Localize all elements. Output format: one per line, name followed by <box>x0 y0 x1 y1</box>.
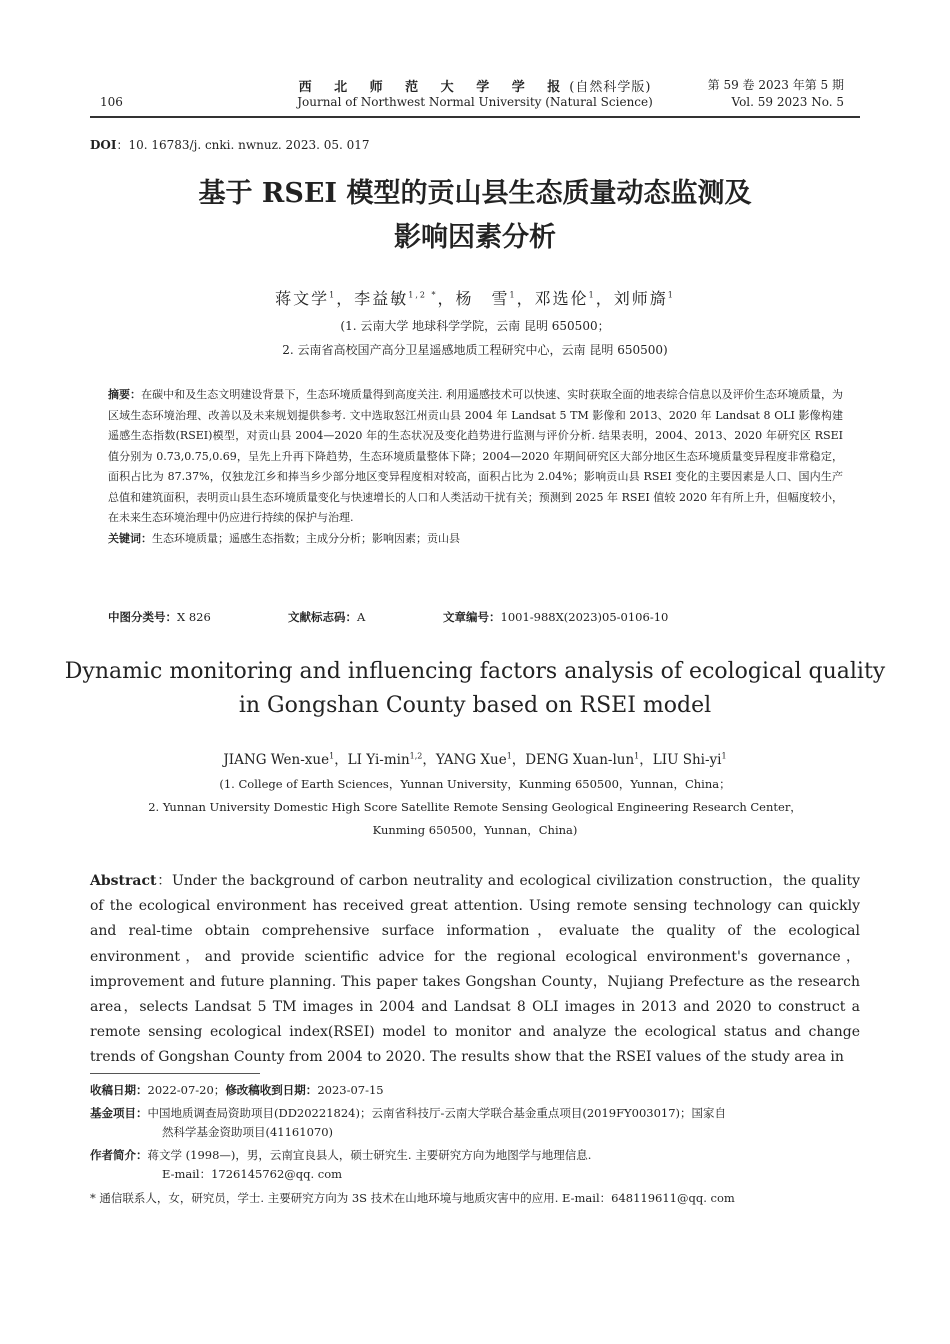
affiliation-en-3: Kunming 650500，Yunnan，China) <box>372 823 578 837</box>
abstract-cn: 摘要：在碳中和及生态文明建设背景下，生态环境质量得到高度关注. 利用遥感技术可以快速、实时获取全面的地表综合信息以及评价生态环境质量，为区域生态环境治理、改善以及未来规划提供参考. 文中选取怒江州贡山县 2004 年 Landsat 5 TM 影像和 2013、2020 年 Landsat 8 OLI 影像构建遥感生态指数(RSEI)模型，对贡山县 2004—2020 年的生态状况及变化趋势进行监测与评价分析. 结果表明，2004、2013、2020 年研究区 RSEI 值分别为 0.73,0.75,0.69，呈先上升再下降趋势，生态环境质量整体下降；2004—2020 年期间研究区大部分地区生态环境质量变异程度非常稳定，面积占比为 87.37%，仅独龙江乡和捧当乡少部分地区变异程度相对较高，面积占比为 2.04%；影响贡山县 RSEI 变化的主要因素是人口、国内生产总值和建筑面积，表明贡山县生态环境质量变化与快速增长的人口和人类活动干扰有关；预测到 2025 年 RSEI 值较 2020 年有所上升，但幅度较小，在未来生态环境治理中仍应进行持续的保护与治理. 关键词：生态环境质量；遥感生态指数；主成分分析；影响因素；贡山县 <box>108 388 843 545</box>
doi-value[interactable]: ：10. 16783/j. cnki. nwnuz. 2023. 05. 017 <box>116 138 370 152</box>
footnote-dates: 收稿日期：2022-07-20；修改稿收到日期：2023-07-15 <box>90 1083 384 1097</box>
abstract-en: Abstract：Under the background of carbon neutrality and ecological civilization construction，the quality of the ecological environment has received great attention. Using remote sensing technology can quickly and real-time obtain comprehensive surface information，evaluate the quality of the ecological environment，and provide scientific advice for the regional ecological environment's governance，improvement and future planning. This paper takes Gongshan County，Nujiang Prefecture as the research area，selects Landsat 5 TM images in 2004 and Landsat 8 OLI images in 2013 and 2020 to construct a remote sensing ecological index(RSEI) model to monitor and analyze the ecological status and change trends of Gongshan County from 2004 to 2020. The results show that the RSEI values of the study area in <box>90 873 860 1066</box>
page-number: 106 <box>100 95 123 109</box>
volume-issue-cn: 第 59 卷 2023 年第 5 期 <box>707 78 844 92</box>
doi: DOI：10. 16783/j. cnki. nwnuz. 2023. 05. 017 <box>90 138 370 152</box>
keywords-label: 关键词： <box>108 531 152 545</box>
footnote-author-bio: 作者简介：蒋文学 (1998—)，男，云南宜良县人，硕士研究生. 主要研究方向为地图学与地理信息. E-mail：1726145762@qq. com <box>90 1146 860 1184</box>
authors-en: JIANG Wen-xue$^1$，LI $Yi-\min^{1,2}$，YANG Xue$^1$，DENG Xuan-lun$^1$，LIU Shi-$yi^1$ <box>223 751 727 768</box>
journal-name-en: Journal of Northwest Normal University (Natural Science) <box>297 95 653 109</box>
affiliation-en-1: (1. College of Earth Sciences，Yunnan University，Kunming 650500，Yunnan，China； <box>219 777 731 791</box>
header-rule <box>90 116 860 118</box>
affiliation-cn-2: 2. 云南省高校国产高分卫星遥感地质工程研究中心，云南 昆明 650500) <box>282 343 668 357</box>
authors-cn: 蒋文学$^1$，李益敏$^{1,2 *}$，杨 雪$^1$，邓选伦$^1$，刘师旖$^1$ <box>275 289 675 308</box>
volume-issue-en: Vol. 59 2023 No. 5 <box>731 95 844 109</box>
journal-edition: (自然科学版) <box>569 80 652 95</box>
footnote-funding: 基金项目：中国地质调查局资助项目(DD20221824)；云南省科技厅-云南大学联合基金重点项目(2019FY003017)；国家自 然科学基金资助项目(41161070) <box>90 1106 727 1139</box>
paper-title-en: Dynamic monitoring and influencing factors analysis of ecological quality in Gongshan County based on RSEI model <box>64 659 886 718</box>
paper-title-cn: 基于 RSEI 模型的贡山县生态质量动态监测及 影响因素分析 <box>198 178 752 253</box>
affiliation-en-2: 2. Yunnan University Domestic High Score Satellite Remote Sensing Geological Engineering Research Center， <box>148 800 802 814</box>
author-email[interactable]: E-mail：1726145762@qq. com <box>162 1167 343 1181</box>
affiliation-cn-1: (1. 云南大学 地球科学学院，云南 昆明 650500； <box>340 319 610 333</box>
keywords-cn: 生态环境质量；遥感生态指数；主成分分析；影响因素；贡山县 <box>152 531 460 545</box>
footnote-corresponding: * 通信联系人，女，研究员，学士. 主要研究方向为 3S 技术在山地环境与地质灾害中的应用. E-mail：648119611@qq. com <box>90 1191 735 1205</box>
classification-row: 中图分类号：X 826 文献标志码：A 文章编号：1001-988Ⅹ(2023)05-0106-10 <box>108 610 669 624</box>
footnote-rule <box>90 1073 260 1074</box>
journal-name-cn: 西 北 师 范 大 学 学 报(自然科学版) <box>298 80 652 95</box>
